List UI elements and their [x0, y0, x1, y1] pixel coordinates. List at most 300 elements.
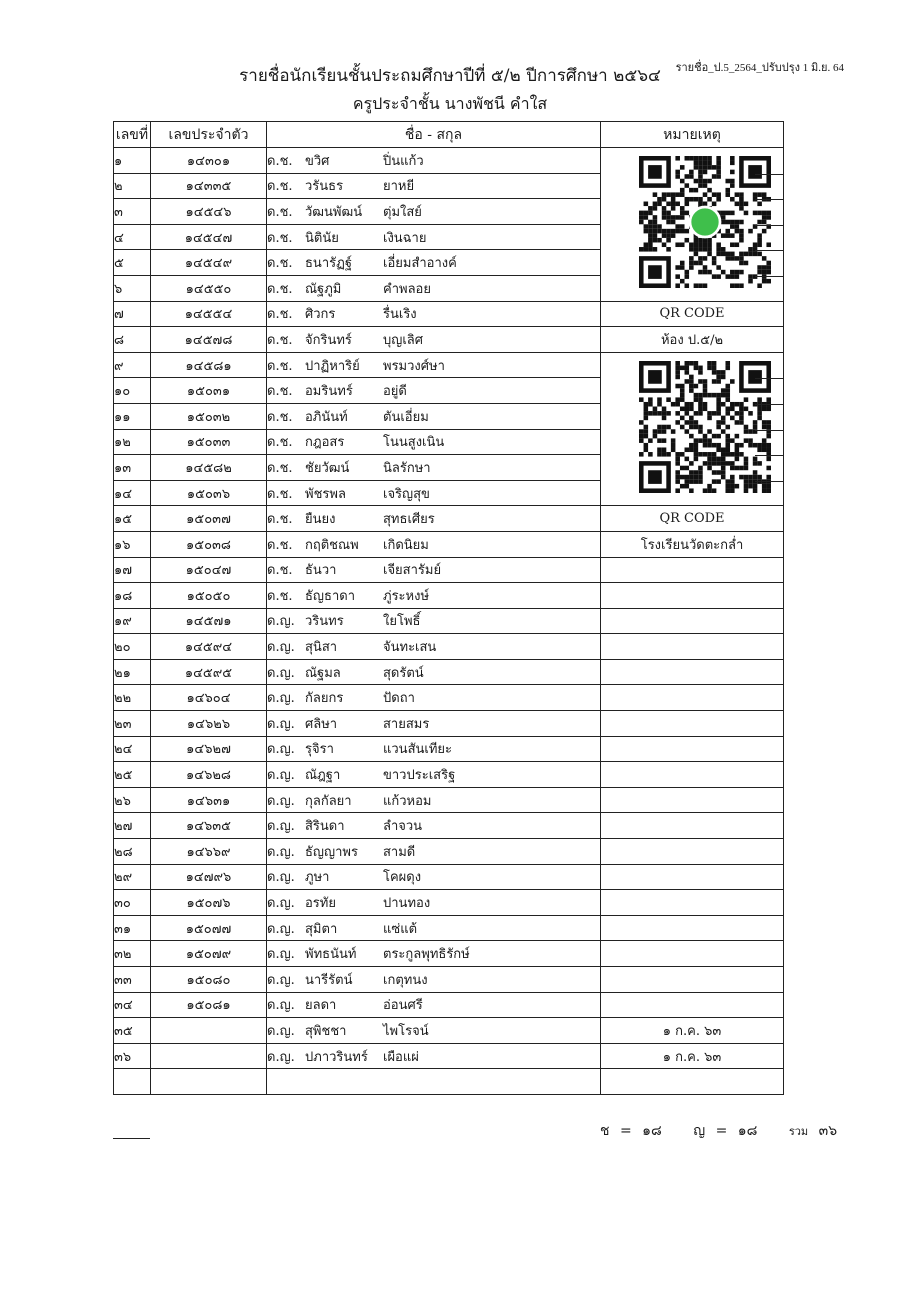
last-name: โคผดุง [383, 870, 422, 886]
last-name: อ่อนศรี [383, 998, 423, 1014]
first-name: วรินทร [305, 614, 344, 630]
first-name: อรทัย [305, 896, 336, 912]
remark-cell [601, 839, 784, 865]
qr-row-rules [753, 353, 783, 506]
remark-cell [601, 967, 784, 993]
student-id: ๑๔๓๐๑ [151, 148, 267, 174]
last-name: สุทธเศียร [383, 512, 435, 528]
table-row [114, 711, 784, 737]
remark-cell [601, 915, 784, 941]
name-prefix: ด.ญ. [267, 819, 295, 835]
girls-count: ๑๘ [737, 1123, 758, 1139]
first-name: ธนารัฏฐ์ [305, 256, 353, 272]
name-prefix: ด.ญ. [267, 665, 295, 681]
name-prefix: ด.ช. [267, 588, 293, 604]
row-rule [755, 378, 783, 379]
remark-cell [601, 711, 784, 737]
last-name: รื่นเริง [383, 307, 417, 323]
first-name: กุลกัลยา [305, 793, 352, 809]
table-row [114, 1018, 784, 1044]
remark-cell [601, 813, 784, 839]
table-row [114, 659, 784, 685]
student-name [267, 455, 601, 481]
last-name: คำพลอย [383, 281, 431, 297]
student-name [267, 890, 601, 916]
table-row [114, 608, 784, 634]
first-name: วรันธร [305, 179, 344, 195]
row-number: ๓๒ [114, 941, 151, 967]
teacher-line: ครูประจำชั้น นางพัชนี คำใส [352, 94, 548, 113]
name-prefix: ด.ญ. [267, 972, 295, 988]
student-name [267, 787, 601, 813]
student-name [267, 557, 601, 583]
remark-cell [601, 608, 784, 634]
student-id: ๑๔๖๒๗ [151, 736, 267, 762]
name-prefix: ด.ญ. [267, 691, 295, 707]
student-id: ๑๕๐๘๐ [151, 967, 267, 993]
name-prefix: ด.ช. [267, 256, 293, 272]
last-name: ยาหยี [383, 179, 415, 195]
student-id: ๑๕๐๓๑ [151, 378, 267, 404]
table-row-blank [114, 1069, 784, 1095]
last-name: ขาวประเสริฐ [383, 768, 456, 784]
student-id: ๑๔๖๐๔ [151, 685, 267, 711]
last-name: ไพโรจน์ [383, 1023, 429, 1039]
student-id: ๑๔๗๙๖ [151, 864, 267, 890]
student-id: ๑๔๖๖๙ [151, 839, 267, 865]
table-row [114, 634, 784, 660]
student-id: ๑๕๐๗๗ [151, 915, 267, 941]
qr-code-icon [639, 361, 771, 493]
remark-cell: ห้อง ป.๕/๒ [601, 327, 784, 353]
remark-cell: ๑ ก.ค. ๖๓ [601, 1018, 784, 1044]
student-id: ๑๔๖๓๕ [151, 813, 267, 839]
last-name: เจียสารัมย์ [383, 563, 442, 579]
name-prefix: ด.ญ. [267, 768, 295, 784]
student-name [267, 352, 601, 378]
remark-cell: QR CODE [601, 506, 784, 532]
student-id: ๑๔๖๒๘ [151, 762, 267, 788]
name-prefix: ด.ช. [267, 537, 293, 553]
remark-cell [601, 659, 784, 685]
table-row [114, 787, 784, 813]
last-name: สายสมร [383, 716, 430, 732]
student-id: ๑๔๕๗๘ [151, 327, 267, 353]
footer-rule [113, 1138, 150, 1139]
last-name: เอี่ยมสำอางค์ [383, 256, 457, 272]
first-name: ณัฐภูมิ [305, 281, 342, 297]
name-prefix: ด.ช. [267, 435, 293, 451]
name-prefix: ด.ช. [267, 512, 293, 528]
table-row [114, 813, 784, 839]
name-prefix: ด.ญ. [267, 1049, 295, 1065]
name-prefix: ด.ญ. [267, 640, 295, 656]
student-id: ๑๕๐๓๖ [151, 480, 267, 506]
student-name [267, 429, 601, 455]
last-name: เผือแผ่ [383, 1049, 419, 1065]
last-name: ตระกูลพุทธิรักษ์ [383, 947, 470, 963]
student-id: ๑๔๕๘๑ [151, 352, 267, 378]
name-prefix: ด.ญ. [267, 614, 295, 630]
name-prefix: ด.ญ. [267, 1023, 295, 1039]
last-name: พรมวงศ์ษา [383, 358, 445, 374]
first-name: อภินันท์ [305, 409, 348, 425]
student-name [267, 301, 601, 327]
last-name: โนนสูงเนิน [383, 435, 445, 451]
student-name [267, 480, 601, 506]
name-prefix: ด.ช. [267, 486, 293, 502]
student-id: ๑๔๓๓๕ [151, 173, 267, 199]
last-name: แวนสันเทียะ [383, 742, 452, 758]
row-number: ๑๒ [114, 429, 151, 455]
student-name [267, 1043, 601, 1069]
name-prefix: ด.ญ. [267, 742, 295, 758]
row-rule [755, 276, 783, 277]
last-name: แซ่แต้ [383, 921, 418, 937]
student-id: ๑๔๖๓๑ [151, 787, 267, 813]
first-name: นารีรัตน์ [305, 972, 353, 988]
student-name [267, 327, 601, 353]
row-number: ๑๔ [114, 480, 151, 506]
student-id: ๑๔๕๙๕ [151, 659, 267, 685]
girls-label: ญ [693, 1123, 706, 1139]
student-name [267, 403, 601, 429]
table-row [114, 736, 784, 762]
student-id: ๑๕๐๓๘ [151, 531, 267, 557]
student-name [267, 1018, 601, 1044]
last-name: จันทะเสน [383, 640, 437, 656]
row-number: ๓๐ [114, 890, 151, 916]
last-name: ปิ่นแก้ว [383, 153, 424, 169]
student-id: ๑๕๐๓๒ [151, 403, 267, 429]
last-name: เกตุทนง [383, 972, 428, 988]
student-id: ๑๕๐๕๐ [151, 583, 267, 609]
student-name [267, 250, 601, 276]
row-number: ๔ [114, 224, 151, 250]
last-name: บุญเลิศ [383, 332, 423, 348]
gender-summary [600, 1120, 837, 1142]
student-name [267, 685, 601, 711]
total-count: ๓๖ [818, 1123, 838, 1139]
student-id: ๑๕๐๗๖ [151, 890, 267, 916]
remark-cell: โรงเรียนวัดตะกล่ำ [601, 531, 784, 557]
first-name: สุมิตา [305, 921, 338, 937]
row-rule [755, 250, 783, 251]
table-row [114, 890, 784, 916]
remark-cell [601, 941, 784, 967]
first-name: กฤติชณพ [305, 537, 359, 553]
boys-label: ช [600, 1123, 610, 1139]
last-name: สามดี [383, 844, 416, 860]
first-name: นิตินัย [305, 230, 339, 246]
first-name: พัชรพล [305, 486, 346, 502]
row-number: ๒๒ [114, 685, 151, 711]
student-name [267, 992, 601, 1018]
student-id: ๑๔๕๕๔ [151, 301, 267, 327]
student-id [151, 1018, 267, 1044]
table-row [114, 506, 784, 532]
first-name: ณัฐมล [305, 665, 341, 681]
total-label: รวม [788, 1125, 809, 1138]
first-name: สุพิชชา [305, 1023, 347, 1039]
student-name [267, 275, 601, 301]
last-name: เกิดนิยม [383, 537, 429, 553]
student-roster-table [113, 121, 784, 1095]
first-name: จักรินทร์ [305, 332, 352, 348]
first-name: ณัฎฐา [305, 768, 341, 784]
name-prefix: ด.ญ. [267, 947, 295, 963]
student-name [267, 839, 601, 865]
row-number: ๓๑ [114, 915, 151, 941]
student-id: ๑๔๕๔๙ [151, 250, 267, 276]
qr-code-school-cell [601, 352, 784, 506]
student-name [267, 531, 601, 557]
name-prefix: ด.ช. [267, 409, 293, 425]
last-name: นิลรักษา [383, 460, 431, 476]
revision-note: รายชื่อ_ป.5_2564_ปรับปรุง 1 มิ.ย. 64 [675, 62, 844, 74]
row-rule [755, 199, 783, 200]
name-prefix: ด.ช. [267, 563, 293, 579]
header-name: ชื่อ - สกุล [267, 122, 601, 148]
student-name [267, 378, 601, 404]
first-name: ยลดา [305, 998, 337, 1014]
row-number: ๑๑ [114, 403, 151, 429]
row-number: ๒๘ [114, 839, 151, 865]
student-id: ๑๔๕๗๑ [151, 608, 267, 634]
row-number: ๒๖ [114, 787, 151, 813]
row-rule [755, 481, 783, 482]
name-prefix: ด.ช. [267, 307, 293, 323]
student-name [267, 224, 601, 250]
row-number: ๒ [114, 173, 151, 199]
student-name [267, 813, 601, 839]
table-row [114, 583, 784, 609]
last-name: ใยโพธิ์ [383, 614, 421, 630]
row-number: ๑๐ [114, 378, 151, 404]
blank-number [114, 1069, 151, 1095]
last-name: ปานทอง [383, 896, 431, 912]
student-name [267, 608, 601, 634]
table-row [114, 352, 784, 378]
student-name [267, 967, 601, 993]
student-id: ๑๔๕๘๒ [151, 455, 267, 481]
student-name [267, 711, 601, 737]
table-row [114, 915, 784, 941]
qr-wrapper [601, 353, 783, 506]
first-name: พัทธนันท์ [305, 947, 357, 963]
row-rule [755, 455, 783, 456]
table-row [114, 148, 784, 174]
student-name [267, 762, 601, 788]
last-name: อยู่ดี [383, 384, 407, 400]
last-name: ภู่ระหงษ์ [383, 588, 430, 604]
row-number: ๒๗ [114, 813, 151, 839]
blank-name [267, 1069, 601, 1095]
name-prefix: ด.ญ. [267, 998, 295, 1014]
first-name: วัฒนพัฒน์ [305, 204, 363, 220]
first-name: ธัญธาดา [305, 588, 355, 604]
name-prefix: ด.ญ. [267, 870, 295, 886]
row-number: ๑๓ [114, 455, 151, 481]
row-number: ๓๓ [114, 967, 151, 993]
student-id: ๑๕๐๓๗ [151, 506, 267, 532]
blank-id [151, 1069, 267, 1095]
name-prefix: ด.ญ. [267, 921, 295, 937]
name-prefix: ด.ช. [267, 460, 293, 476]
first-name: ศิวกร [305, 307, 336, 323]
first-name: ศลิษา [305, 716, 338, 732]
first-name: ขวิศ [305, 153, 330, 169]
student-id: ๑๔๕๙๔ [151, 634, 267, 660]
student-id: ๑๔๕๕๐ [151, 275, 267, 301]
remark-cell [601, 557, 784, 583]
first-name: อมรินทร์ [305, 384, 353, 400]
table-row [114, 839, 784, 865]
remark-cell [601, 890, 784, 916]
table-row [114, 301, 784, 327]
row-number: ๑๕ [114, 506, 151, 532]
name-prefix: ด.ช. [267, 230, 293, 246]
row-number: ๒๑ [114, 659, 151, 685]
last-name: เงินฉาย [383, 230, 427, 246]
row-number: ๓ [114, 199, 151, 225]
first-name: ปภาวรินทร์ [305, 1049, 368, 1065]
row-number: ๙ [114, 352, 151, 378]
student-name [267, 148, 601, 174]
row-number: ๑ [114, 148, 151, 174]
last-name: สุดรัตน์ [383, 665, 424, 681]
remark-cell [601, 992, 784, 1018]
student-id: ๑๕๐๔๗ [151, 557, 267, 583]
remark-cell [601, 634, 784, 660]
table-row [114, 1043, 784, 1069]
student-name [267, 659, 601, 685]
first-name: ธันวา [305, 563, 337, 579]
row-rule [755, 225, 783, 226]
remark-cell [601, 762, 784, 788]
header-number: เลขที่ [114, 122, 151, 148]
student-name [267, 506, 601, 532]
first-name: สุนิสา [305, 640, 338, 656]
remark-cell [601, 864, 784, 890]
table-row [114, 864, 784, 890]
last-name: แก้วหอม [383, 793, 432, 809]
roster-body [114, 148, 784, 1095]
equals-sign: = [715, 1123, 728, 1139]
header-student-id: เลขประจำตัว [151, 122, 267, 148]
row-number: ๒๐ [114, 634, 151, 660]
qr-wrapper [601, 148, 783, 301]
last-name: ตุ่มใสย์ [383, 204, 422, 220]
name-prefix: ด.ช. [267, 153, 293, 169]
name-prefix: ด.ญ. [267, 793, 295, 809]
student-name [267, 915, 601, 941]
name-prefix: ด.ช. [267, 384, 293, 400]
name-prefix: ด.ช. [267, 332, 293, 348]
student-id: ๑๕๐๘๑ [151, 992, 267, 1018]
student-id: ๑๕๐๓๓ [151, 429, 267, 455]
row-number: ๑๙ [114, 608, 151, 634]
page-title: รายชื่อนักเรียนชั้นประถมศึกษาปีที่ ๕/๒ ปีการศึกษา ๒๕๖๔ [239, 66, 661, 86]
header-remark: หมายเหตุ [601, 122, 784, 148]
first-name: ปาฏิหาริย์ [305, 358, 360, 374]
row-number: ๑๖ [114, 531, 151, 557]
name-prefix: ด.ญ. [267, 896, 295, 912]
name-prefix: ด.ช. [267, 179, 293, 195]
row-number: ๒๔ [114, 736, 151, 762]
table-row [114, 531, 784, 557]
line-qr-code-icon [639, 156, 771, 288]
row-number: ๒๕ [114, 762, 151, 788]
student-name [267, 583, 601, 609]
boys-count: ๑๘ [642, 1123, 662, 1139]
table-row [114, 685, 784, 711]
row-rule [755, 174, 783, 175]
row-number: ๓๖ [114, 1043, 151, 1069]
first-name: รุจิรา [305, 742, 334, 758]
table-header-row [114, 122, 784, 148]
first-name: สิรินดา [305, 819, 345, 835]
first-name: กัลยกร [305, 691, 344, 707]
remark-cell [601, 787, 784, 813]
first-name: ภูษา [305, 870, 330, 886]
student-id: ๑๕๐๗๙ [151, 941, 267, 967]
remark-cell [601, 736, 784, 762]
student-id [151, 1043, 267, 1069]
student-name [267, 736, 601, 762]
last-name: ตันเอี่ยม [383, 409, 429, 425]
row-number: ๗ [114, 301, 151, 327]
first-name: ยืนยง [305, 512, 336, 528]
row-number: ๖ [114, 275, 151, 301]
student-name [267, 634, 601, 660]
first-name: กฎอสร [305, 435, 345, 451]
remark-cell [601, 583, 784, 609]
row-number: ๒๙ [114, 864, 151, 890]
name-prefix: ด.ช. [267, 204, 293, 220]
remark-cell: QR CODE [601, 301, 784, 327]
row-rule [755, 404, 783, 405]
student-name [267, 173, 601, 199]
first-name: ธัญญาพร [305, 844, 358, 860]
student-name [267, 864, 601, 890]
name-prefix: ด.ช. [267, 358, 293, 374]
remark-cell: ๑ ก.ค. ๖๓ [601, 1043, 784, 1069]
last-name: ลำจวน [383, 819, 423, 835]
equals-sign: = [619, 1123, 632, 1139]
student-id: ๑๔๖๒๖ [151, 711, 267, 737]
row-number: ๓๕ [114, 1018, 151, 1044]
table-row [114, 557, 784, 583]
blank-remark [601, 1069, 784, 1095]
last-name: ปัดถา [383, 691, 415, 707]
student-name [267, 941, 601, 967]
table-row [114, 967, 784, 993]
remark-cell [601, 685, 784, 711]
row-number: ๓๔ [114, 992, 151, 1018]
name-prefix: ด.ญ. [267, 716, 295, 732]
student-id: ๑๔๕๔๖ [151, 199, 267, 225]
row-number: ๕ [114, 250, 151, 276]
first-name: ชัยวัฒน์ [305, 460, 350, 476]
name-prefix: ด.ช. [267, 281, 293, 297]
qr-code-line-cell [601, 148, 784, 302]
table-row [114, 992, 784, 1018]
table-row [114, 327, 784, 353]
table-row [114, 941, 784, 967]
row-number: ๑๘ [114, 583, 151, 609]
student-id: ๑๔๕๔๗ [151, 224, 267, 250]
